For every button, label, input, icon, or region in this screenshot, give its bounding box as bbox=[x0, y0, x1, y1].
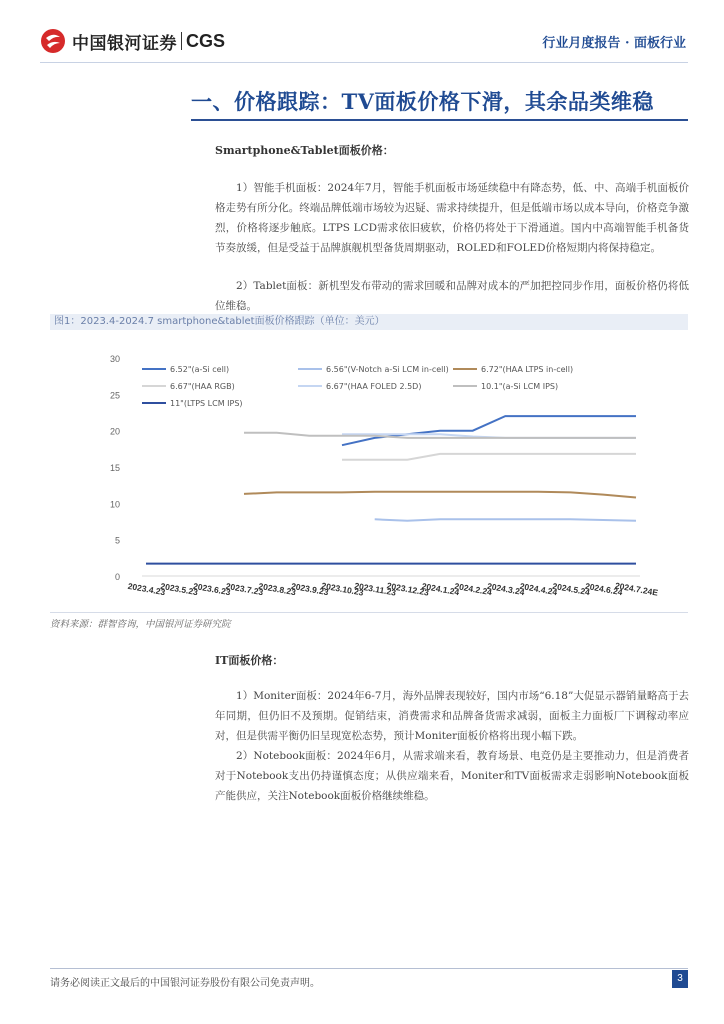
x-tick-label: 2024.1.24 bbox=[421, 580, 461, 598]
legend-label: 10.1"(a-Si LCM IPS) bbox=[481, 382, 559, 391]
x-tick-label: 2023.10.23 bbox=[320, 580, 365, 598]
y-tick-label: 20 bbox=[109, 426, 120, 437]
section-title: 一、价格跟踪：TV面板价格下滑，其余品类维稳 bbox=[191, 89, 654, 114]
x-tick-label: 2023.6.23 bbox=[192, 580, 232, 598]
chart-caption: 图1：2023.4-2024.7 smartphone&tablet面板价格跟踪（单位：美元） bbox=[50, 314, 688, 330]
footer-divider bbox=[50, 968, 688, 969]
y-tick-label: 0 bbox=[114, 572, 120, 582]
source-divider bbox=[50, 612, 688, 613]
y-tick-label: 25 bbox=[109, 390, 120, 401]
x-tick-label: 2024.4.24 bbox=[519, 580, 559, 598]
x-tick-label: 2024.7.24E bbox=[614, 580, 659, 598]
x-tick-label: 2023.5.23 bbox=[159, 580, 199, 598]
legend-label: 6.72"(HAA LTPS in-cell) bbox=[481, 365, 574, 374]
legend-label: 11"(LTPS LCM IPS) bbox=[170, 399, 243, 408]
x-tick-label: 2023.9.23 bbox=[290, 580, 330, 598]
legend-label: 6.56"(V-Notch a-Si LCM in-cell) bbox=[326, 365, 449, 374]
footer-disclaimer: 请务必阅读正文最后的中国银河证券股份有限公司免责声明。 bbox=[50, 978, 320, 989]
x-tick-label: 2024.6.24 bbox=[584, 580, 624, 598]
y-tick-label: 10 bbox=[109, 499, 120, 510]
series-line bbox=[244, 492, 636, 498]
smartphone-tablet-subhead: Smartphone&Tablet面板价格： bbox=[215, 144, 394, 157]
title-underline bbox=[191, 119, 688, 121]
x-tick-label: 2024.2.24 bbox=[453, 580, 493, 598]
logo-emblem-icon bbox=[40, 28, 66, 54]
smartphone-paragraph: 1）智能手机面板：2024年7月，智能手机面板市场延续稳中有降态势，低、中、高端手机面板价格走势有所分化。终端品牌低端市场较为迟疑、需求持续提升，但是低端市场以成本导向，价格竞争激烈，价格将逐步触底。LTPS LCD需求依旧疲软，价格仍将处于下滑通道。国内中高端智能手机备货节奏放缓，但是受益于品牌旗舰机型备货周期驱动，ROLED和FOLED价格短期内将保持稳定。 bbox=[215, 182, 689, 254]
chart-source: 资料来源：群智咨询，中国银河证券研究院 bbox=[50, 619, 231, 630]
series-line bbox=[375, 519, 636, 521]
page-number: 3 bbox=[672, 970, 688, 988]
report-type: 行业月度报告 · 面板行业 bbox=[542, 36, 686, 51]
header-divider bbox=[40, 62, 688, 63]
y-tick-label: 15 bbox=[109, 463, 120, 473]
x-tick-label: 2023.8.23 bbox=[257, 580, 297, 598]
x-tick-label: 2023.12.23 bbox=[386, 580, 430, 598]
x-tick-label: 2023.4.23 bbox=[127, 580, 167, 598]
price-line-chart bbox=[50, 336, 688, 608]
legend-label: 6.67"(HAA RGB) bbox=[170, 382, 235, 391]
logo-separator bbox=[181, 32, 182, 50]
logo-english-name: CGS bbox=[186, 30, 226, 51]
legend-label: 6.52"(a-Si cell) bbox=[170, 365, 230, 374]
notebook-paragraph: 2）Notebook面板：2024年6月，从需求端来看，教育场景、电竞仍是主要推动力，但是消费者对于Notebook支出仍持谨慎态度；从供应端来看，Moniter和TV面板需求走弱影响Notebook面板产能供应，关注Notebook面板价格继续维稳。 bbox=[215, 750, 689, 802]
y-tick-label: 30 bbox=[109, 354, 120, 364]
x-tick-label: 2023.11.23 bbox=[353, 580, 397, 598]
it-panel-subhead: IT面板价格： bbox=[215, 654, 284, 667]
monitor-paragraph: 1）Moniter面板：2024年6-7月，海外品牌表现较好，国内市场“6.18”大促显示器销量略高于去年同期，但仍旧不及预期。促销结束，消费需求和品牌备货需求减弱，面板主力面板厂下调稼动率应对，但是供需平衡仍旧呈现宽松态势，预计Moniter面板价格将出现小幅下跌。 bbox=[215, 690, 689, 742]
series-line bbox=[342, 416, 636, 445]
logo-chinese-name: 中国银河证券 bbox=[72, 33, 177, 54]
series-line bbox=[342, 454, 636, 460]
legend-label: 6.67"(HAA FOLED 2.5D) bbox=[326, 382, 422, 391]
tablet-paragraph: 2）Tablet面板：新机型发布带动的需求回暖和品牌对成本的严加把控同步作用，面板价格仍将低位维稳。 bbox=[215, 280, 689, 312]
x-tick-label: 2024.5.24 bbox=[551, 580, 591, 598]
y-tick-label: 5 bbox=[114, 535, 120, 546]
x-tick-label: 2023.7.23 bbox=[225, 580, 265, 598]
x-tick-label: 2024.3.24 bbox=[486, 580, 526, 598]
company-logo bbox=[40, 28, 225, 54]
